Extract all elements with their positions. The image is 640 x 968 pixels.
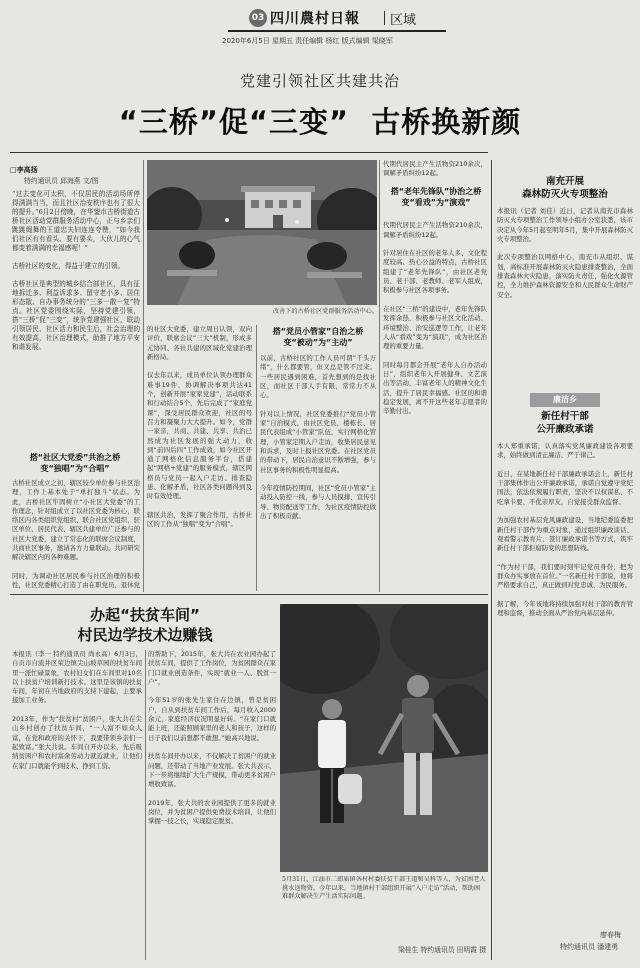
main-byline-1: □李高扬 — [10, 166, 38, 174]
water-delivery-illustration — [280, 604, 488, 872]
sidebar-2-headline: 新任村干部 公开廉政承诺 — [536, 411, 594, 435]
subhead-3-body — [383, 212, 487, 590]
headline-rule — [10, 152, 488, 153]
subhead-3-text: 代期代居民主产生活物资210余次，调解矛盾纠纷12起。 — [383, 160, 487, 178]
column-divider-3 — [379, 160, 380, 592]
sidebar-box-1 — [495, 175, 635, 375]
activity-center-photo — [147, 160, 377, 305]
main-kicker: 党建引领社区共建共治 — [239, 72, 400, 90]
water-delivery-photo — [280, 604, 488, 872]
photo-1-caption: 改善下的古桥社区党群服务活动中心。 — [272, 308, 378, 315]
subhead-2: 搭“党员小管家”自治之桥 变“被动”为“主动” — [272, 327, 364, 347]
sidebar-1-headline: 南充开展 森林防灭火专项整治 — [522, 176, 608, 200]
sidebar-2-byline-1: 廖春梅 — [600, 931, 621, 939]
second-story-text-1: 本报讯（李一 特约通讯员 尚永高）6月3日，自贡市自流井区荣边镇尖山坡草园的扶贫车间里一派忙碌景象，农村妇女们在车间里对10名以上扶贫户培训新打技术。这里是该镇的扶贫车间，年初在当地政府的支持下建起，主要承接加工业务。 2013年，作为“扶贫村”贫困户，张大共在尖山乡村创办了扶贫车间，“一人富不如众人富，在党和政府的关怀下，我要带领乡亲们一起致富。”张大共说。车间自开办以来，先后吸纳贫困户和农村富余劳动力就近就业，让他们在家门口就能学到技术、挣到工资。 — [12, 650, 142, 770]
sidebar-1-text: 本报讯（记者 刘佳）近日，记者从南充市森林防灭火专项整治工作领导小组办公室获悉，该市决定从今年5月起至明年5月，集中开展森林防灭火专项整治。 此次专项整治以网格中心，南充市从组织、谋划，高标准开展森林防灭火隐患排查整治，全面排查森林火灾隐患，落实防火责任，强化火源管控，全力维护森林资源安全和人民群众生命财产安全。 — [497, 207, 633, 299]
sidebar-divider — [491, 160, 492, 960]
second-story-text-2: 的帮助下，2015年，张大共在农业园办起了扶贫车间，提供了工作岗位，为贫困群众在家门口就业创造条件，实现“就业一人、脱贫一户”。 今年51岁的张先生家住在边镇，曾是贫困户，自从到扶贫车间工作后，每月收入2000余元，家庭经济状况明显好转。“在家门口就能上班，还能照顾家里的老人和孩子，这样的日子我们以前想都不敢想。”她高兴地说。 扶贫车间开办以来，不仅解决了贫困户的就业问题，还带动了当地产业发展。张大共表示，下一步将继续扩大生产规模，带动更多贫困户增收致富。 2019年，张大共的农业园提供了更多的就业岗位，并为贫困户提供免费技术培训，让他们掌握一技之长，实现稳定脱贫。 — [148, 650, 276, 826]
section-name: 区域 — [390, 13, 417, 28]
subhead-3-body-text: 代期代居民主产生活物资210余次，调解矛盾纠纷12起。 针对居住在社区的老年人多、文化程度较高、热心公益的特点，古桥社区组建了“老年先锋队”，由社区老党员、老干部、老教师、老军人组成，积极参与社区各项事务。 在社区“三桥”的建设中，老年先锋队发挥余热，积极参与社区文化活动、环境整治、治安巡逻等工作，让老年人从“看戏”变为“演戏”，成为社区治理的重要力量。 同时每月都会开展“老年人自办活动日”，组织老年人开展健身、文艺演出等活动，丰富老年人的精神文化生活，提升了居民幸福感。社区的和谐稳定发展，离不开这些老年志愿者的辛勤付出。 — [383, 221, 487, 416]
dateline: 2020年6月5日 星期五 责任编辑 杨红 版式编辑 梁晓军 — [222, 37, 393, 45]
paper-name: 四川農村日報 — [270, 11, 360, 27]
sidebar-2-text: 本人郑重承诺，认真落实党风廉政建设各项要求，始终做到清正廉洁、严于律己。 近日，在某地新任村干部廉政承诺会上，新任村干部集体作出公开廉政承诺，承诺自觉遵守党纪国法，依法依规履行职责，坚决不以权谋私、不吃拿卡要、不优亲厚友，自觉接受群众监督。 为加强农村基层党风廉政建设，当地纪委监委把新任村干部作为重点对象，通过组织廉政谈话、观看警示教育片、签订廉政承诺书等方式，筑牢新任村干部拒腐防变的思想防线。 “作为村干部，我们要时刻牢记党员身份，把为群众办实事放在首位。”一名新任村干部说，他将严格要求自己，真正做到对党忠诚、为民服务。 据了解，今年该地将持续加强对村干部的教育管理和监督，推动全面从严治党向基层延伸。 — [497, 442, 633, 618]
photo-2-caption: 5月31日，江油市二郎庙镇各村村委扶贫干部王道和吴科等人，为贫困老人挑水送物资。今年以来，当地镇村干部组织开展“入户走访”活动，帮助困难群众解决生产生活实际问题。 — [282, 876, 486, 901]
sidebar-2-byline-2: 特约通讯员 潘建勇 — [560, 943, 619, 951]
subhead-1: 搭“社区大党委”共治之桥 变“独唱”为“合唱” — [29, 453, 121, 473]
second-headline: 办起“扶贫车间” 村民边学技术边赚钱 — [77, 606, 213, 644]
column-2-text: 的社区大党委，建立周日认领，双向评价，联席会议“三大”机制，形成多元协同、各社共建的区域化党建治理新格局。 仅去年以来，成员单位认领办理群众难事19件，协调解决事项共达41个，创新开展“家家党建”，活动联系和行动结合5个，先后完成了“家庭党课”，深受居民群众欢迎，社区的号召力和凝聚力大大提升。如今，党群一家亲，共商、共建、共享、共治已然成为社区发展的强大动力，收到“前四后四”工作成效，如今社区开通了网格化信息服务平台，搭建起“网格+党建”的服务模式，辖区网格员与党员一起入户走访、排查隐患、化解矛盾，社区各类问题得到及时有效处理。 辖区共治，发挥了聚合作用，古桥社区的工作从“独唱”变为“合唱”。 — [147, 325, 252, 529]
main-headline: “三桥”促“三变” 古桥换新颜 — [118, 105, 522, 139]
page-number-badge — [249, 9, 267, 27]
divider-bar — [384, 11, 385, 25]
page-number: 03 — [251, 13, 265, 23]
main-lead: “过去变化可太积，不仅居民的活动场所停得满满当当，而且社区治安秩序也有了很大的提升。”6月2日傍晚，在华蓥市古桥街道古桥社区活动党群服务活动中心，正与乡亲们跳跳绳舞的王道忠夫妇连连夸赞，“如今我们社区有有看头、要有要头，大伙儿的心气都变着满满的幸福感呢！” 古桥社区的变化，得益于建立的引领。 古桥社区是典型的城乡结合部社区，具有征地拆迁多、利益诉求多、留守老小多、居住形态散、自办事务统分的“三多一散一复”特点。社区党委围绕实际，坚持党建引领，搭“三桥”促“三变”，统争党建强社区，联动引领居民、社区活力和民生后，社会治理的有效提高，社区治理模式，助推了地方平安和谐发展。 — [12, 190, 140, 351]
section-divider — [10, 594, 488, 595]
photo-2-credit: 梁桂生 特约通讯员 田明霞 摄 — [397, 946, 486, 954]
main-byline-2: 特约通讯员 邱海燕 文/图 — [24, 177, 99, 185]
column-divider-4 — [145, 650, 146, 960]
subhead-3: 搭“老年先锋队”协治之桥 变“看戏”为“演戏” — [390, 187, 482, 207]
column-divider-2 — [256, 325, 257, 591]
subhead-2-text: 以前，古桥社区的工作人员可谓“千头万绪”，什么都要管，但又总是管不过来。一些居民遇到困难，首先想到的是找社区，而社区干部人手有限，常常力不从心。 针对以上情况，社区党委推行“党员小管家”自治模式，由社区党员、楼栋长、居民代表组成“小管家”队伍，实行网格化管理，小管家定期入户走访，收集居民意见和诉求，及时上报社区党委。在社区党员的带动下，居民自治意识不断增强，参与社区事务的积极性明显提高。 今年疫情防控期间，社区“党员小管家”主动投入防控一线，参与人员摸排、宣传引导、物资配送等工作，为社区疫情防控做出了积极贡献。 — [260, 354, 376, 521]
activity-center-illustration — [147, 160, 377, 305]
subhead-1-text: 古桥社区成立之初，辖区较少单位参与社区治理，工作上基本处于“单打独斗”状态。为此，古桥社区牢固树立“小社区大党委”的工作理念，针对组成立了以社区党委为核心，联络区内各类组织党组织、联合社区党组织，驻区单位、居民代表、辖区共建单位广泛参与的社区大党委，建立了常态化的联席会议制度，共商社区事务，邀请各方力量联动，共同研究解决辖区内的各种难题。 同时，为调动社区居民参与社区治理的积极性，社区党委精心打造了由在职党员、退休党 — [12, 479, 140, 590]
masthead — [0, 0, 640, 60]
sidebar-2-kicker: 廉洁乡 — [530, 393, 600, 407]
masthead-rule — [228, 30, 446, 32]
column-divider-1 — [143, 160, 144, 592]
